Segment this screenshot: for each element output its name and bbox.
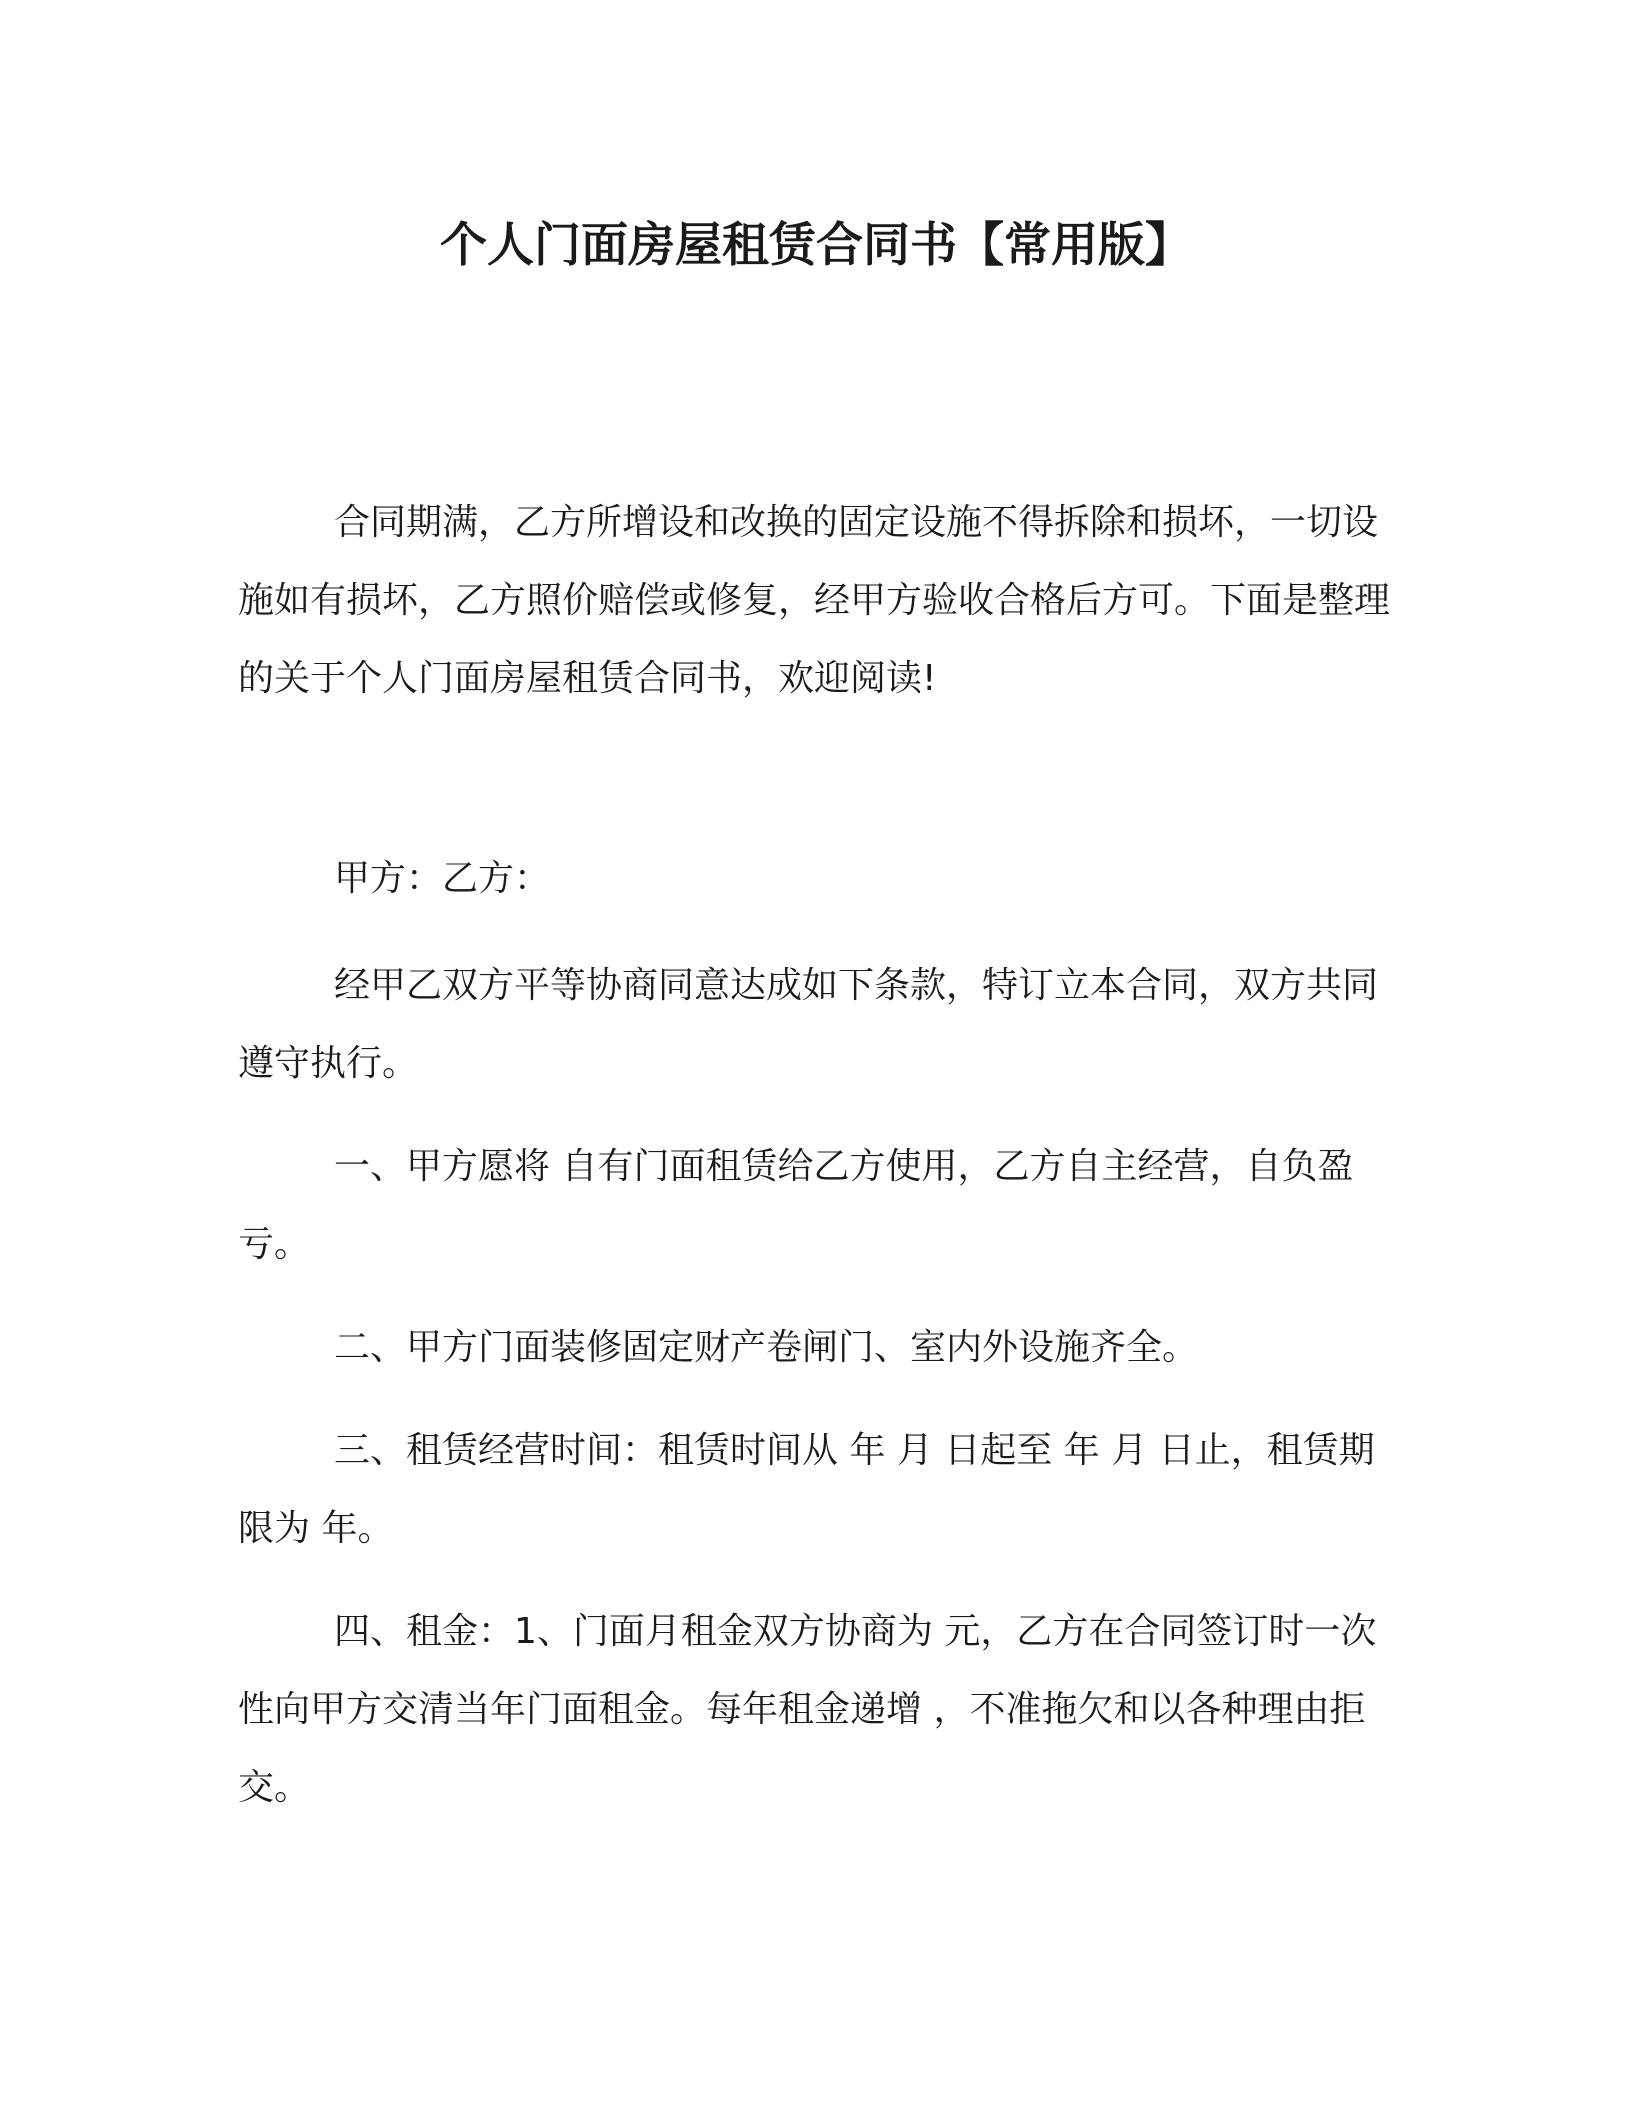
document-title: 个人门面房屋租赁合同书【常用版】: [440, 218, 1192, 273]
clause-4-paragraph: 四、租金：1、门面月租金双方协商为 元，乙方在合同签订时一次性向甲方交清当年门面租金。每年租金递增 ，不准拖欠和以各种理由拒交。: [238, 1611, 1377, 1808]
intro-paragraph: 合同期满，乙方所增设和改换的固定设施不得拆除和损坏，一切设施如有损坏，乙方照价赔偿或修复，经甲方验收合格后方可。下面是整理的关于个人门面房屋租赁合同书，欢迎阅读!: [238, 502, 1391, 699]
clause-1-paragraph: 一、甲方愿将 自有门面租赁给乙方使用，乙方自主经营，自负盈亏。: [238, 1146, 1354, 1265]
agreement-paragraph: 经甲乙双方平等协商同意达成如下条款，特订立本合同，双方共同遵守执行。: [238, 965, 1379, 1084]
parties-paragraph: 甲方：乙方：: [334, 858, 551, 899]
clause-2-paragraph: 二、甲方门面装修固定财产卷闸门、室内外设施齐全。: [334, 1327, 1199, 1368]
clause-3-paragraph: 三、租赁经营时间：租赁时间从 年 月 日起至 年 月 日止，租赁期限为 年。: [238, 1430, 1375, 1549]
